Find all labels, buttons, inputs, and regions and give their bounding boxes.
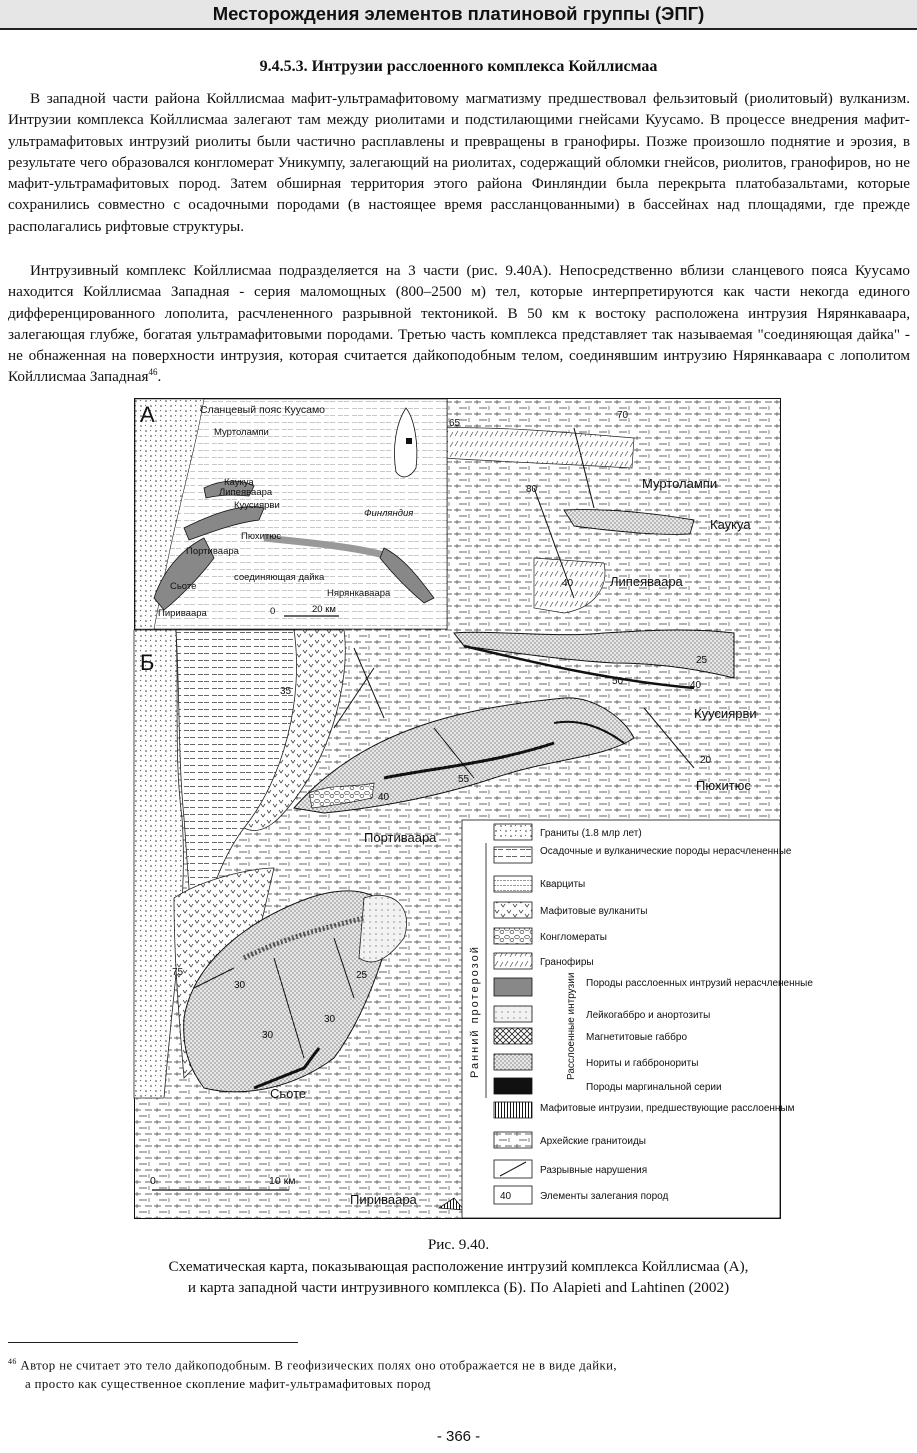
- dip-label: 40: [378, 792, 390, 803]
- legend-label: Нориты и габбронориты: [586, 1058, 699, 1069]
- label-a-finland: Финляндия: [364, 508, 414, 519]
- legend-dip-symbol: 40: [500, 1191, 512, 1202]
- label-a-pyukhityus: Пюхитюс: [241, 531, 282, 542]
- dip-label: 25: [356, 970, 368, 981]
- dip-label: 55: [458, 774, 470, 785]
- footnote-line-2: а просто как существенное скопление мафит-ультрамафитовых пород: [25, 1377, 431, 1392]
- legend-swatch-leucogabbro: [494, 1006, 532, 1022]
- legend-label: Мафитовые вулканиты: [540, 906, 648, 917]
- paragraph-1: В западной части района Койллисмаа мафит-ультрамафитовому магматизму предшествовал фельзитовый (риолитовый) вулканизм. Интрузии комплекса Койллисмаа залегают там между риолитами и подстилающими гнейсами Куусамо. В процессе внедрения мафит-ультрамафитовых интрузий риолиты были частично расплавлены и превращены в гранофиры. Позже произошло поднятие и эрозия, в результате чего образовался конгломерат Уникумпу, залегающий на риолитах, содержащий обломки гнейсов, риолитов, гранофиров, но не мафит-ультрамафитовых пород. Затем обширная территория этого района Финляндии была перекрыта платобазальтами, которые сохранились совместно с осадочными породами (в настоящее время рассланцованными) в бассейнах над площадями, где прежде располагались рифтовые структуры.: [8, 90, 910, 235]
- label-a-scale-0: 0: [270, 606, 276, 617]
- label-a-naryankavaara: Нярянкаваара: [327, 588, 391, 599]
- legend-label: Архейские гранитоиды: [540, 1136, 646, 1147]
- legend-swatch-granophyre: [494, 953, 532, 969]
- label-a-portivaara: Портиваара: [186, 546, 239, 557]
- paragraph-2-text: Интрузивный комплекс Койллисмаа подразделяется на 3 части (рис. 9.40А). Непосредственно вблизи сланцевого пояса Куусамо находится Койллисмаа Западная - серия маломощных (800–2500 м) тел, которые интерпретируются как части некогда единого дифференцированного лополита, расчлененного разрывной тектоникой. В 50 км к востоку расположена интрузия Нярянкаваара, залегающая глубже, богатая ультрамафитовыми породами. Третью часть комплекса представляет так называемая "соединяющая дайка" - не обнаженная на поверхности интрузия, которая считается дайкоподобным телом, соединявшим интрузию Нярянкаваара с лополитом Койллисмаа Западная: [8, 262, 910, 386]
- footnote-mark: 46: [8, 1357, 17, 1366]
- panel-b-letter: Б: [140, 650, 155, 675]
- legend-label: Породы маргинальной серии: [586, 1082, 722, 1093]
- paragraph-2: [8, 260, 910, 388]
- legend-label: Лейкогаббро и анортозиты: [586, 1010, 711, 1021]
- dip-label: 50: [612, 676, 624, 687]
- label-syote: Сьоте: [270, 1086, 307, 1101]
- figure-9-40: [134, 398, 813, 1219]
- label-a-scale-20: 20 км: [312, 604, 336, 615]
- dip-label: 70: [617, 410, 629, 421]
- legend-swatch-layered-undiv: [494, 978, 532, 996]
- legend-era-label: Ранний протерозой: [469, 945, 481, 1078]
- dip-label: 75: [172, 967, 184, 978]
- label-kaukua: Каукуа: [710, 517, 751, 532]
- panel-a-letter: А: [140, 402, 155, 427]
- section-title: 9.4.5.3. Интрузии расслоенного комплекса Койллисмаа: [259, 58, 658, 75]
- dip-label: 40: [690, 680, 702, 691]
- figure-caption-line-1: Схематическая карта, показывающая расположение интрузий комплекса Койллисмаа (А),: [168, 1258, 749, 1275]
- label-schist-belt: Сланцевый пояс Куусамо: [200, 404, 326, 416]
- footnote-line-1: Автор не считает это тело дайкоподобным. В геофизических полях оно отображается не в виде дайки,: [20, 1358, 617, 1373]
- legend-swatch-mafic-intrusions: [494, 1102, 532, 1118]
- label-pyukhityus: Пюхитюс: [696, 778, 751, 793]
- legend-swatch-norite: [494, 1054, 532, 1070]
- legend-label: Породы расслоенных интрузий нерасчлененные: [586, 978, 813, 989]
- legend-swatches: [494, 824, 532, 1204]
- legend-label: Магнетитовые габбро: [586, 1032, 688, 1043]
- finland-location-marker: [406, 438, 412, 444]
- legend-swatch-marginal: [494, 1078, 532, 1094]
- legend-swatch-granite: [494, 824, 532, 840]
- legend-swatch-conglomerate: [494, 928, 532, 944]
- legend-swatch-sedimentary: [494, 847, 532, 863]
- figure-number: Рис. 9.40.: [427, 1236, 490, 1253]
- legend-label: Разрывные нарушения: [540, 1165, 648, 1176]
- label-lipeyavaara: Липеяваара: [610, 574, 683, 589]
- geological-map: [134, 398, 813, 1219]
- label-a-pirivaara: Пириваара: [158, 608, 207, 619]
- running-header: Месторождения элементов платиновой группы (ЭПГ): [0, 0, 917, 30]
- footnote-ref[interactable]: 46: [148, 367, 158, 378]
- legend-swatch-mafic-volcanics: [494, 902, 532, 918]
- legend-label: Осадочные и вулканические породы нерасчлененные: [540, 846, 792, 857]
- dip-label: 25: [696, 655, 708, 666]
- dip-label: 20: [700, 755, 712, 766]
- legend-label: Гранофиры: [540, 957, 594, 968]
- page-number: - 366 -: [436, 1428, 481, 1445]
- legend-swatch-magnetite-gabbro: [494, 1028, 532, 1044]
- dip-label: 30: [234, 980, 246, 991]
- label-a-kaukua: Каукуа: [224, 477, 254, 488]
- label-a-murtolampi: Муртолампи: [214, 427, 269, 438]
- footnote: [8, 1352, 908, 1394]
- label-kuusiyarvi: Куусиярви: [694, 706, 757, 721]
- dip-label: 65: [449, 418, 461, 429]
- dip-label: 40: [562, 578, 574, 589]
- label-a-syote: Сьоте: [170, 581, 197, 592]
- figure-caption-line-2: и карта западной части интрузивного комплекса (Б). По Alapieti and Lahtinen (2002): [187, 1279, 730, 1296]
- label-b-scale-10: 10 км: [269, 1175, 296, 1187]
- label-a-lipeyavaara: Липеяваара: [219, 487, 273, 498]
- legend-label: Элементы залегания пород: [540, 1191, 669, 1202]
- paragraph-2-end: .: [157, 368, 162, 386]
- label-a-connecting-dyke: соединяющая дайка: [234, 572, 325, 583]
- legend-layered-group-label: Расслоенные интрузии: [566, 972, 577, 1080]
- footnote-rule: [8, 1342, 298, 1343]
- legend-label: Конгломераты: [540, 932, 607, 943]
- legend-label: Граниты (1.8 млр лет): [540, 828, 642, 839]
- legend-swatch-quartzite: [494, 876, 532, 892]
- dip-label: 35: [280, 686, 292, 697]
- legend-swatch-archean: [494, 1132, 532, 1148]
- legend-label: Кварциты: [540, 879, 586, 890]
- legend-label: Мафитовые интрузии, предшествующие расслоенным: [540, 1103, 795, 1114]
- dip-label: 80: [526, 484, 538, 495]
- dip-label: 30: [262, 1030, 274, 1041]
- label-portivaara: Портиваара: [364, 830, 437, 845]
- dip-label: 30: [324, 1014, 336, 1025]
- label-a-kuusiyarvi: Куусиярви: [234, 500, 280, 511]
- label-b-scale-0: 0: [150, 1175, 156, 1187]
- label-murtolampi: Муртолампи: [642, 476, 718, 491]
- label-pirivaara: Пириваара: [350, 1192, 417, 1207]
